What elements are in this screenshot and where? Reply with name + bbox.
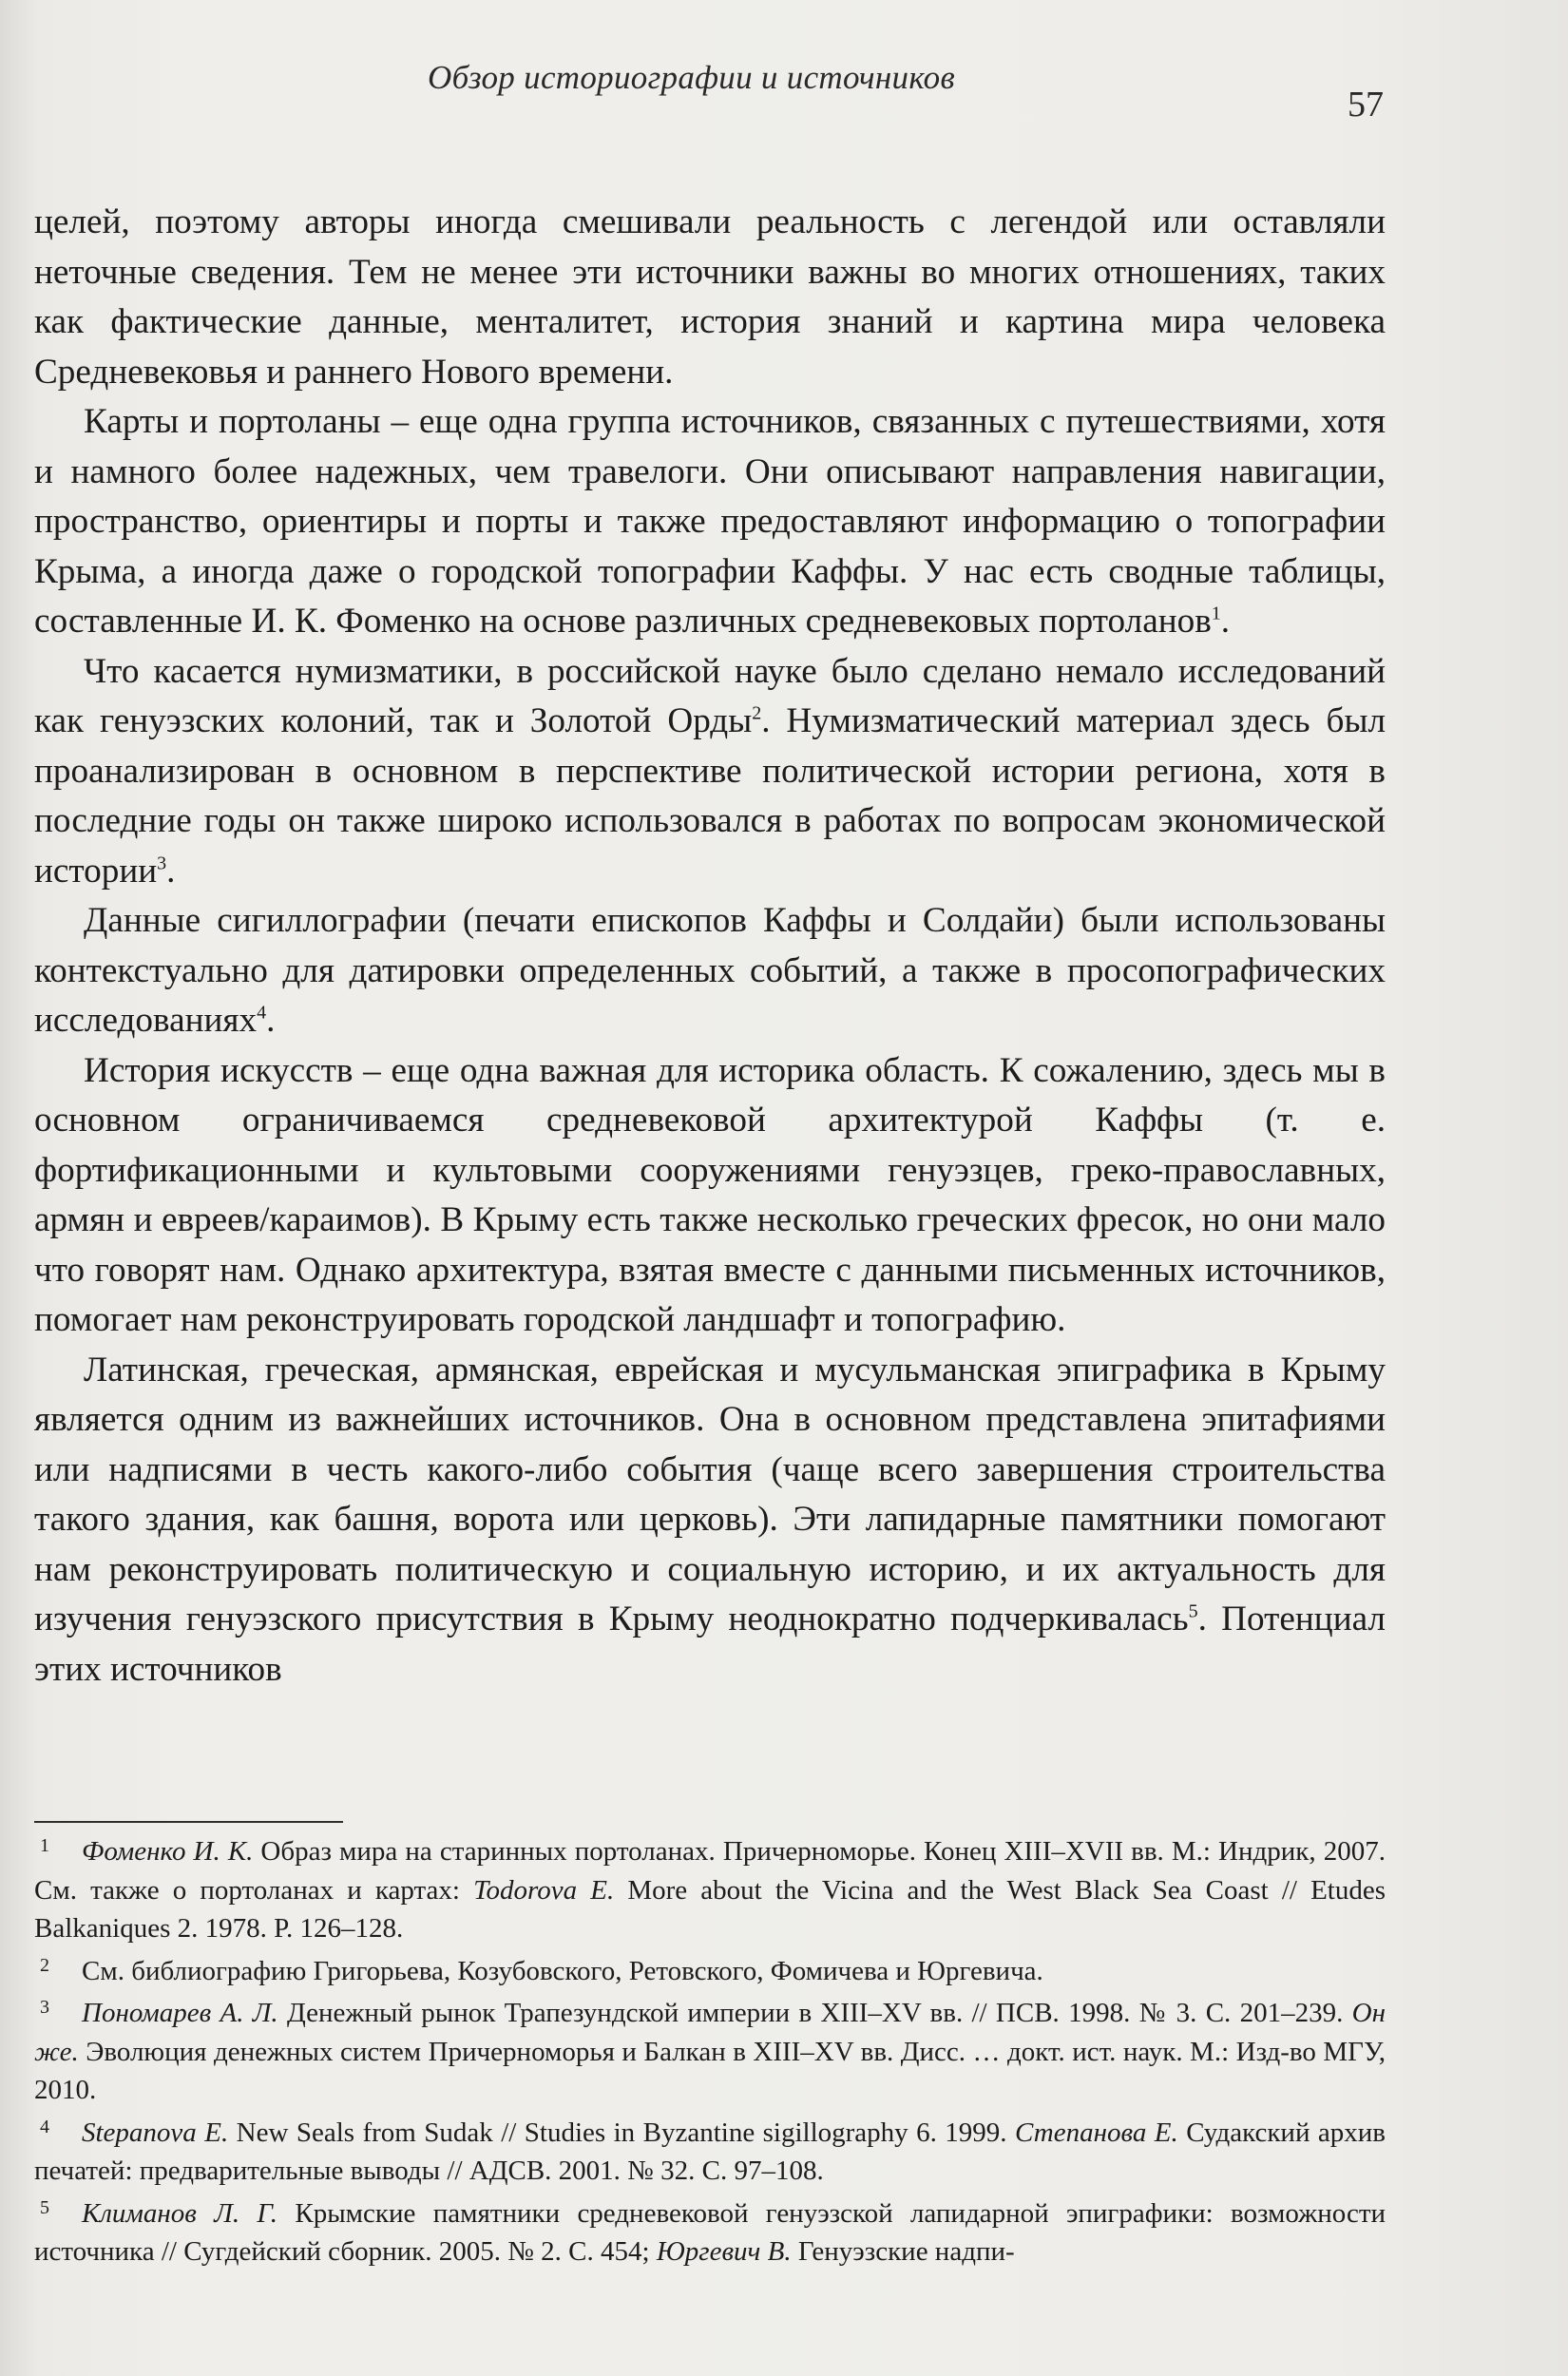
footnote-text: Генуэзские надпи- xyxy=(791,2236,1015,2267)
footnote-number: 2 xyxy=(40,1954,49,1976)
paragraph-text: целей, поэтому авторы иногда смешивали реальность с легендой или оставляли неточные сведения. Тем не менее эти источники важны во многих отношениях, таких как фактические данные, менталитет, история знаний и картина мира человека Средневековья и раннего Нового времени. xyxy=(34,202,1386,392)
footnote-text: New Seals from Sudak // Studies in Byzantine sigillography 6. 1999. xyxy=(228,2117,1015,2148)
paragraph-text: Латинская, греческая, армянская, еврейская и мусульманская эпиграфика в Крыму является одним из важнейших источников. Она в основном представлена эпитафиями или надписями в честь какого-либо события (чаще всего завершения строительства такого здания, как башня, ворота или церковь). Эти лапидарные памятники помогают нам реконструировать политическую и социальную историю, и их актуальность для изучения генуэзского присутствия в Крыму неоднократно подчеркивалась xyxy=(34,1350,1386,1638)
main-text xyxy=(34,198,1386,1695)
footnotes xyxy=(34,1832,1386,2275)
footnote-text: Образ мира на старинных портоланах. Причерноморье. Конец XIII–XVII вв. М.: Индрик, 2007. См. также о портоланах и картах: xyxy=(34,1836,1386,1906)
footnote-author: Он же. xyxy=(34,1998,1386,2067)
footnote-author: Климанов Л. Г. xyxy=(82,2197,278,2229)
paragraph-text: Данные сигиллографии (печати епископов Каффы и Солдайи) были использованы контекстуально для датировки определенных событий, а также в просопографических исследованиях xyxy=(34,901,1386,1040)
paragraph-text: . Нумизматический материал здесь был проанализирован в основном в перспективе политической истории региона, хотя в последние годы он также широко использовался в работах по вопросам экономической истории xyxy=(34,701,1386,891)
footnote-text: Крымские памятники средневековой генуэзской лапидарной эпиграфики: возможности источника // Сугдейский сборник. 2005. № 2. С. 454; xyxy=(34,2197,1386,2267)
running-header: Обзор историографии и источников xyxy=(428,59,955,96)
footnote xyxy=(34,1952,1386,1991)
footnote-ref[interactable]: 3 xyxy=(157,853,167,874)
footnote-author: Юргевич В. xyxy=(656,2236,792,2267)
footnote xyxy=(34,2114,1386,2191)
paragraph-text: . xyxy=(1220,602,1231,641)
paragraph xyxy=(34,1046,1386,1346)
paragraph xyxy=(34,896,1386,1046)
page-number: 57 xyxy=(1348,85,1384,125)
footnote-author: Todorova E. xyxy=(473,1874,615,1906)
footnote-number: 5 xyxy=(40,2196,49,2218)
paragraph-text: Что касается нумизматики, в российской науке было сделано немало исследований как генуэзских колоний, так и Золотой Орды xyxy=(34,651,1386,740)
footnote-ref[interactable]: 1 xyxy=(1211,603,1221,624)
footnote-ref[interactable]: 4 xyxy=(257,1002,267,1024)
footnote-number: 3 xyxy=(40,1997,49,2018)
footnote-text: Эволюция денежных систем Причерноморья и Балкан в XIII–XV вв. Дисс. … докт. ист. наук. М.: Изд-во МГУ, 2010. xyxy=(34,2036,1386,2105)
paragraph-text: . xyxy=(166,851,176,891)
footnote-author: Степанова Е. xyxy=(1015,2117,1178,2148)
footnote-text: Судакский архив печатей: предварительные выводы // АДСВ. 2001. № 32. С. 97–108. xyxy=(34,2117,1386,2186)
paragraph-text: . xyxy=(266,1001,276,1040)
paragraph xyxy=(34,198,1386,397)
footnote-author: Фоменко И. К. xyxy=(82,1836,254,1867)
footnote-author: Пономарев А. Л. xyxy=(82,1998,278,2028)
footnote xyxy=(34,1832,1386,1948)
paragraph xyxy=(34,647,1386,897)
footnote-number: 4 xyxy=(40,2116,49,2137)
footnote-text: More about the Vicina and the West Black Sea Coast // Etudes Balkaniques 2. 1978. P. 126–128. xyxy=(34,1874,1386,1944)
footnote-number: 1 xyxy=(40,1835,49,1856)
footnote-divider xyxy=(34,1821,343,1823)
paragraph xyxy=(34,397,1386,647)
footnote-text: См. библиографию Григорьева, Козубовского, Ретовского, Фомичева и Юргевича. xyxy=(82,1955,1043,1986)
footnote-author: Stepanova E. xyxy=(82,2117,229,2148)
footnote xyxy=(34,1994,1386,2110)
footnote-text: Денежный рынок Трапезундской империи в XIII–XV вв. // ПСВ. 1998. № 3. С. 201–239. xyxy=(277,1998,1352,2028)
footnote-ref[interactable]: 2 xyxy=(752,702,762,724)
paragraph-text: Карты и портоланы – еще одна группа источников, связанных с путешествиями, хотя и намного более надежных, чем травелоги. Они описывают направления навигации, пространство, ориентиры и порты и также предоставляют информацию о топографии Крыма, а иногда даже о городской топографии Каффы. У нас есть сводные таблицы, составленные И. К. Фоменко на основе различных средневековых портоланов xyxy=(34,402,1386,641)
paragraph xyxy=(34,1346,1386,1696)
footnote xyxy=(34,2194,1386,2271)
paragraph-text: История искусств – еще одна важная для историка область. К сожалению, здесь мы в основном ограничиваемся средневековой архитектурой Каффы (т. е. фортификационными и культовыми сооружениями генуэзцев, греко-православных, армян и евреев/караимов). В Крыму есть также несколько греческих фресок, но они мало что говорят нам. Однако архитектура, взятая вместе с данными письменных источников, помогает нам реконструировать городской ландшафт и топографию. xyxy=(34,1050,1386,1339)
paragraph-text: . Потенциал этих источников xyxy=(34,1600,1386,1689)
footnote-ref[interactable]: 5 xyxy=(1188,1600,1198,1622)
